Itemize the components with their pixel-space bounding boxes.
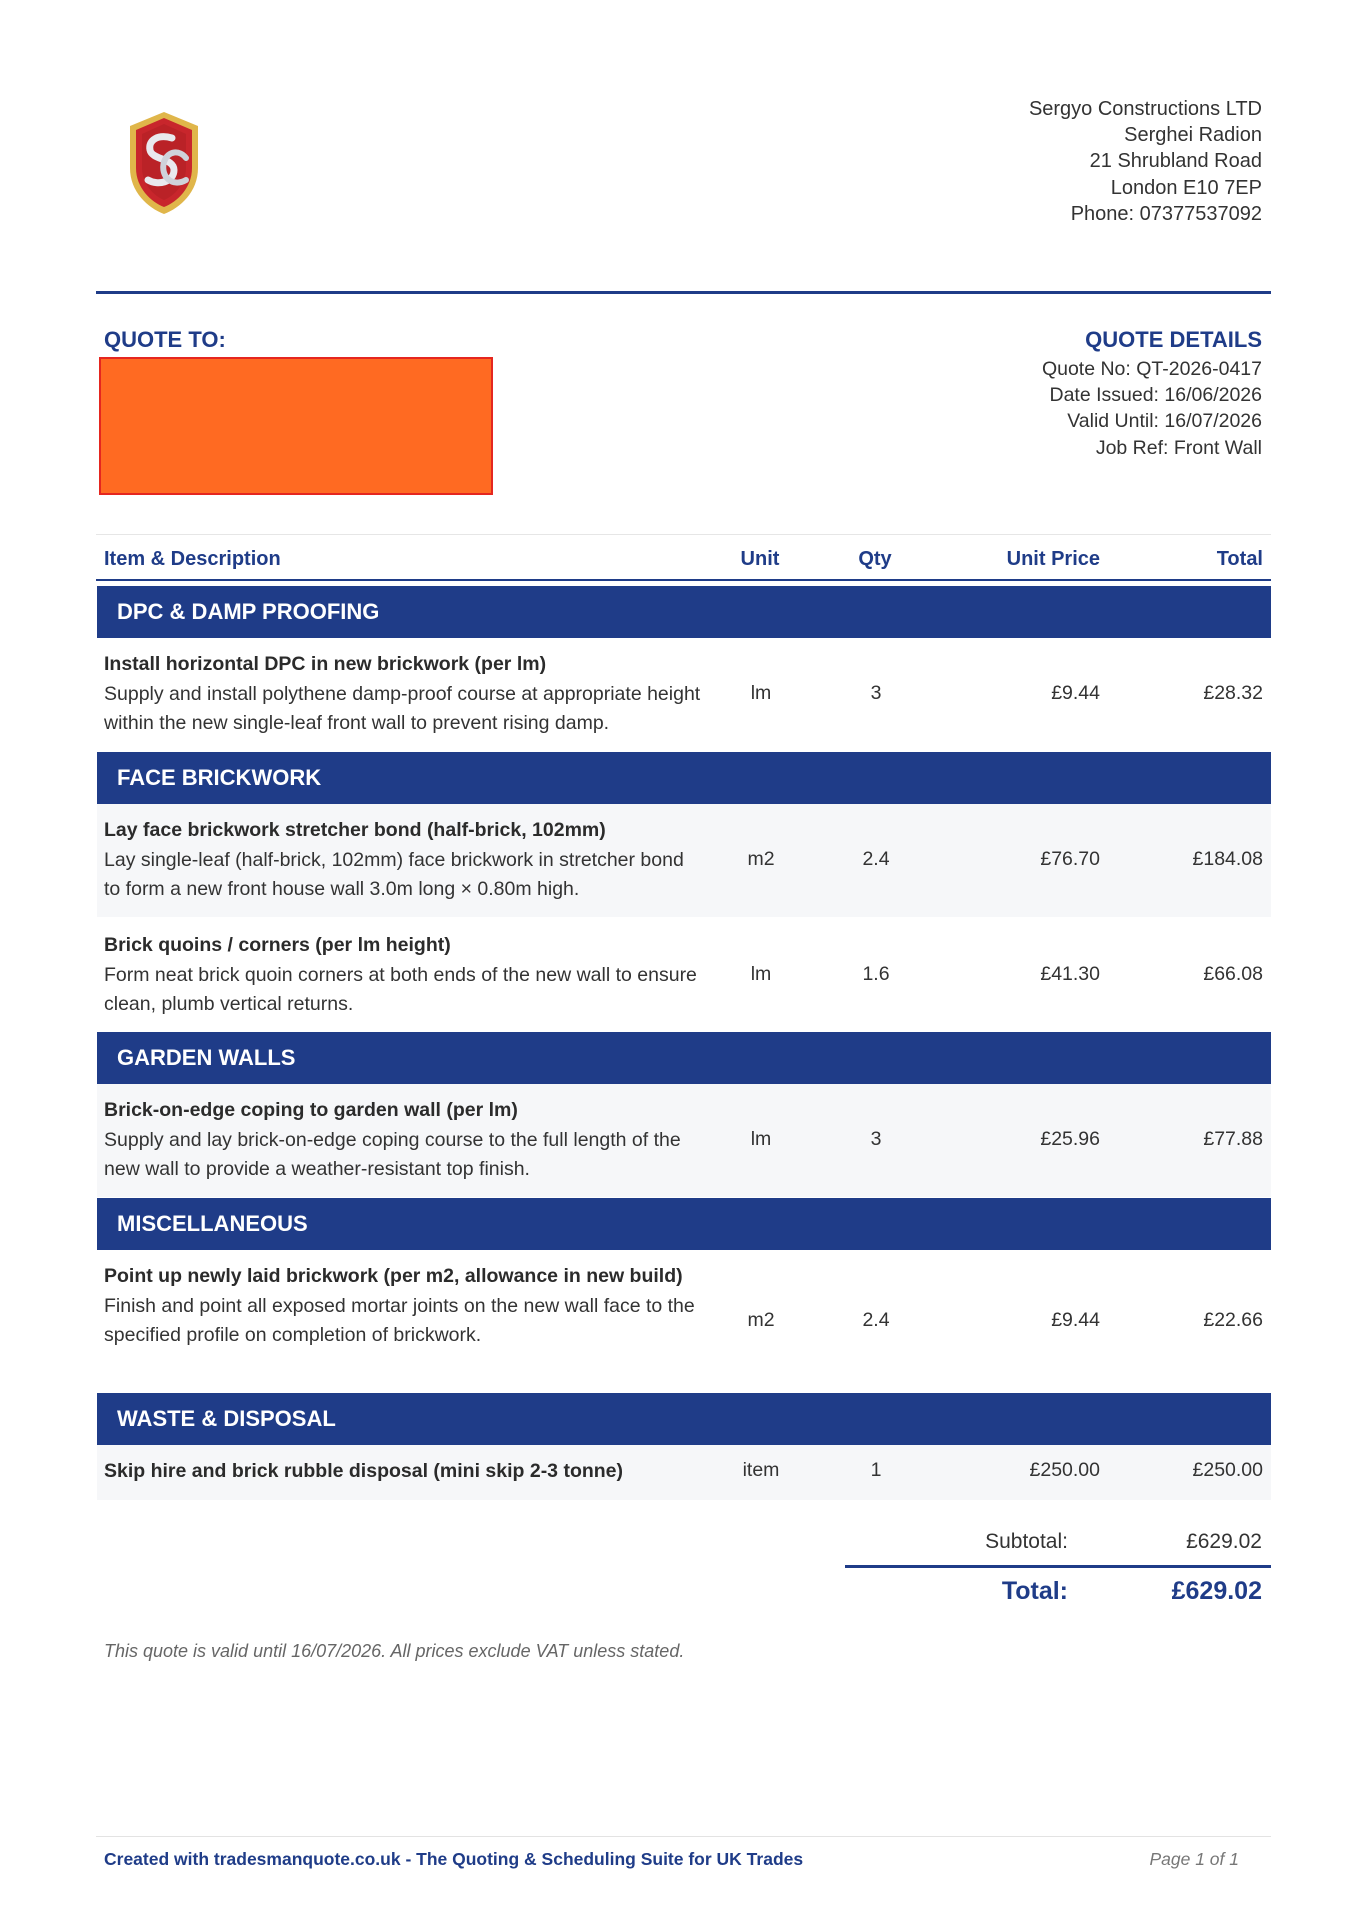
header-qty: Qty [858, 548, 892, 570]
header-unit: Unit [740, 548, 780, 570]
total-value: £629.02 [1171, 1577, 1262, 1605]
quote-number: Quote No: QT-2026-0417 [1041, 358, 1262, 380]
total-label: Total: [1001, 1577, 1068, 1605]
item-total: £22.66 [1203, 1309, 1263, 1331]
item-total: £184.08 [1192, 848, 1263, 870]
item-title: Brick quoins / corners (per lm height) [104, 934, 451, 956]
company-phone: Phone: 07377537092 [1070, 202, 1262, 225]
section-header: MISCELLANEOUS [97, 1198, 1271, 1250]
item-qty: 2.4 [862, 1309, 890, 1331]
company-contact: Serghei Radion [1124, 124, 1262, 147]
footer-divider [96, 1836, 1271, 1837]
company-city: London E10 7EP [1110, 176, 1262, 199]
company-address [1029, 96, 1262, 227]
subtotal-value: £629.02 [1186, 1530, 1262, 1553]
total-divider [845, 1565, 1271, 1568]
item-description: Supply and install polythene damp-proof course at appropriate height within the new single-leaf front wall to prevent rising damp. [104, 682, 701, 734]
item-total: £77.88 [1203, 1128, 1263, 1150]
item-unit: m2 [747, 1309, 775, 1331]
item-unit-price: £41.30 [1040, 963, 1100, 985]
item-unit: lm [750, 963, 772, 985]
item-unit-price: £76.70 [1040, 848, 1100, 870]
item-description: Finish and point all exposed mortar joints on the new wall face to the specified profile on completion of brickwork. [104, 1294, 695, 1346]
item-unit-price: £25.96 [1040, 1128, 1100, 1150]
section-header: DPC & DAMP PROOFING [97, 586, 1271, 638]
company-name: Sergyo Constructions LTD [1028, 98, 1262, 120]
header-unit-price: Unit Price [1006, 548, 1100, 570]
job-ref: Job Ref: Front Wall [1095, 436, 1262, 459]
header-divider [96, 291, 1271, 294]
item-unit-price: £9.44 [1051, 1309, 1100, 1331]
item-title: Skip hire and brick rubble disposal (mini skip 2-3 tonne) [104, 1460, 624, 1482]
item-unit-price: £9.44 [1051, 682, 1100, 704]
date-issued: Date Issued: 16/06/2026 [1049, 384, 1262, 407]
section-header: FACE BRICKWORK [97, 752, 1271, 804]
item-total: £66.08 [1203, 963, 1263, 985]
section-header: GARDEN WALLS [97, 1032, 1271, 1084]
page-number: Page 1 of 1 [1149, 1849, 1239, 1869]
quote-to-title: QUOTE TO: [104, 327, 226, 352]
item-title: Lay face brickwork stretcher bond (half-brick, 102mm) [104, 819, 606, 841]
item-qty: 2.4 [862, 848, 890, 870]
item-title: Install horizontal DPC in new brickwork (per lm) [104, 653, 547, 675]
item-unit: item [742, 1459, 780, 1481]
client-redaction-box [99, 357, 493, 495]
validity-note: This quote is valid until 16/07/2026. All prices exclude VAT unless stated. [104, 1641, 685, 1661]
header-total: Total [1216, 548, 1263, 570]
company-logo-shield [128, 110, 200, 216]
table-row [97, 917, 1271, 1031]
quote-details-title: QUOTE DETAILS [1085, 327, 1262, 352]
item-qty: 3 [870, 1128, 882, 1150]
item-title: Point up newly laid brickwork (per m2, allowance in new build) [104, 1265, 683, 1287]
table-header [96, 535, 1271, 581]
item-description: Lay single-leaf (half-brick, 102mm) face brickwork in stretcher bond to form a new front house wall 3.0m long × 0.80m high. [104, 848, 684, 900]
table-row [97, 1250, 1271, 1393]
quote-details [1042, 327, 1262, 461]
item-unit: m2 [747, 848, 775, 870]
section-header: WASTE & DISPOSAL [97, 1393, 1271, 1445]
footer-credit: Created with tradesmanquote.co.uk - The Quoting & Scheduling Suite for UK Trades [104, 1849, 804, 1869]
table-row [97, 804, 1271, 917]
table-row [97, 638, 1271, 751]
company-street: 21 Shrubland Road [1089, 150, 1262, 173]
item-qty: 1 [870, 1459, 882, 1481]
item-qty: 1.6 [862, 963, 890, 985]
item-description: Form neat brick quoin corners at both ends of the new wall to ensure clean, plumb vertical returns. [104, 963, 697, 1015]
item-unit: lm [750, 682, 772, 704]
valid-until: Valid Until: 16/07/2026 [1067, 410, 1262, 433]
table-row [97, 1445, 1271, 1500]
subtotal-label: Subtotal: [985, 1530, 1068, 1553]
item-total: £28.32 [1203, 682, 1263, 704]
item-total: £250.00 [1192, 1459, 1263, 1481]
item-description: Supply and lay brick-on-edge coping course to the full length of the new wall to provide a weather-resistant top finish. [104, 1128, 681, 1180]
header-item: Item & Description [104, 548, 281, 570]
item-qty: 3 [870, 682, 882, 704]
item-unit-price: £250.00 [1029, 1459, 1100, 1481]
item-unit: lm [750, 1128, 772, 1150]
table-row [97, 1084, 1271, 1197]
item-title: Brick-on-edge coping to garden wall (per lm) [104, 1099, 518, 1121]
